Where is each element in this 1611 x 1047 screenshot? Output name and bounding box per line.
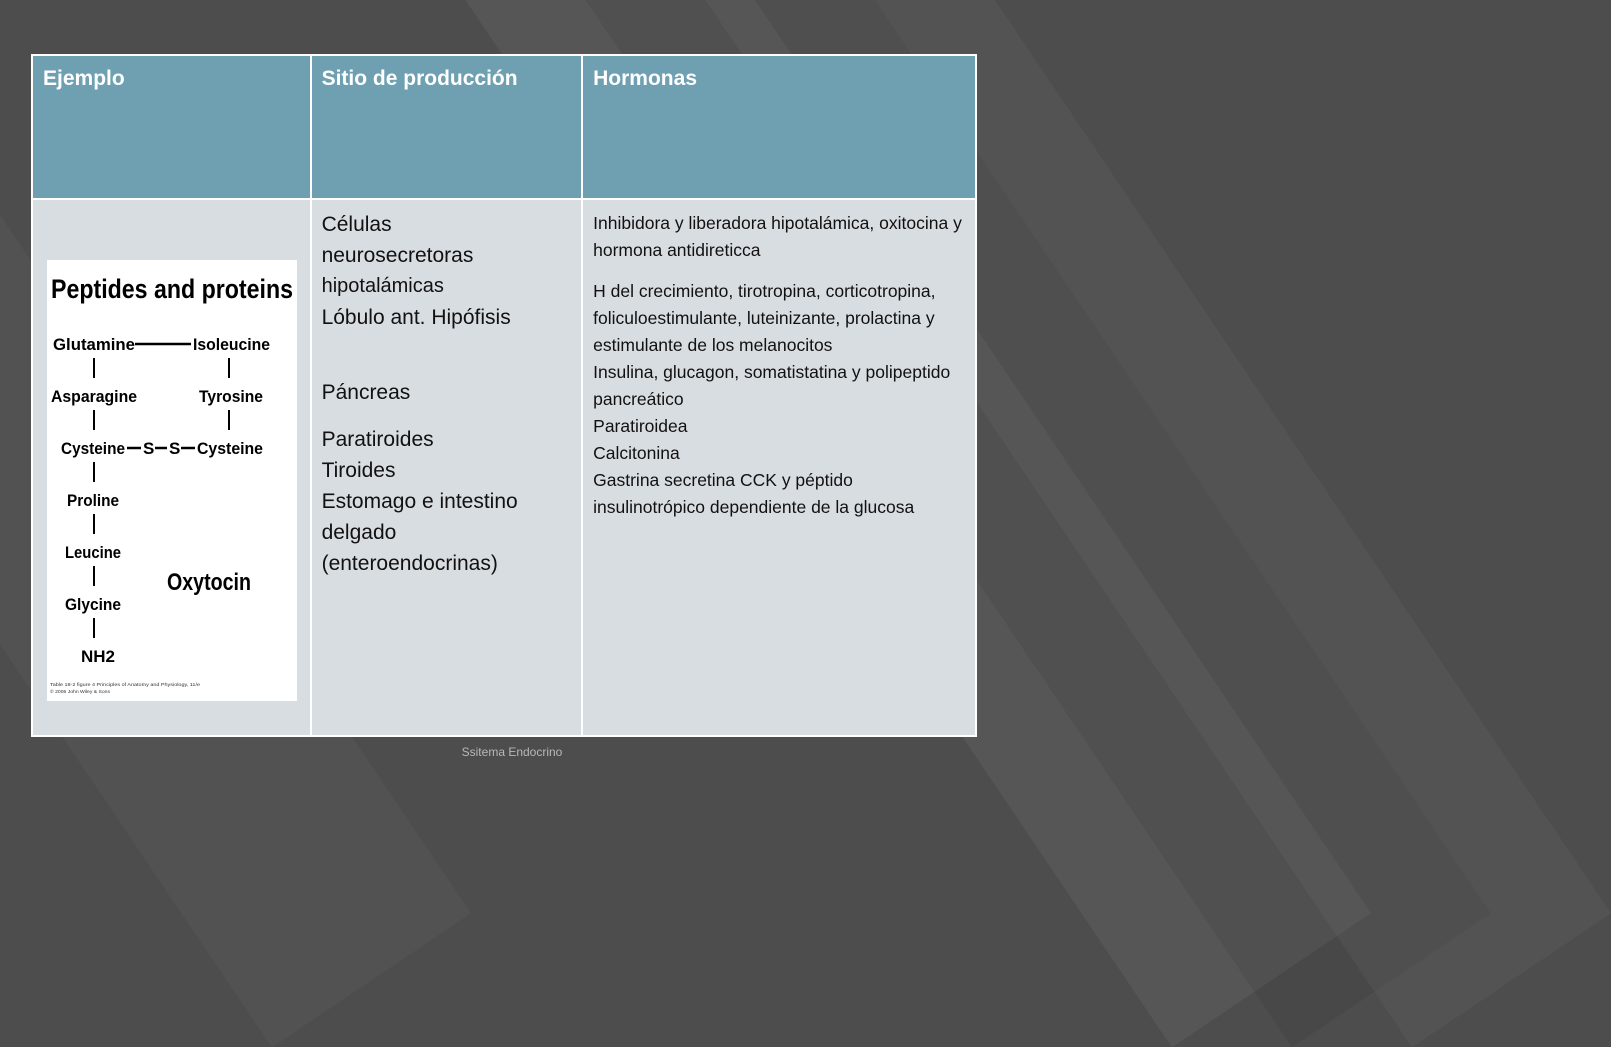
hormone-hipotalamicas: Inhibidora y liberadora hipotalámica, oxitocina y hormona antidireticca (593, 213, 962, 260)
aa-glutamine: Glutamine (53, 335, 135, 354)
hormone-pancreas: Insulina, glucagon, somatistatina y polipeptido pancreático (593, 362, 951, 409)
aa-leucine: Leucine (65, 543, 121, 562)
aa-cysteine-right: Cysteine (197, 439, 263, 458)
site-tiroides: Tiroides (321, 459, 396, 482)
header-ejemplo: Ejemplo (32, 55, 311, 199)
hormone-calcitonina: Calcitonina (593, 443, 680, 463)
aa-tyrosine: Tyrosine (199, 387, 263, 406)
content-row (32, 199, 976, 736)
amino-group: NH2 (81, 647, 116, 666)
site-neurosecretoras: Células neurosecretoras (321, 213, 474, 267)
figure-title: Peptides and proteins (51, 274, 293, 304)
header-sitio: Sitio de producción (311, 55, 583, 199)
hormone-adenohipofisis: H del crecimiento, tirotropina, corticotropina, foliculoestimulante, luteinizante, prolactina y estimulante de los melanocitos (593, 281, 936, 355)
figure-label-oxytocin: Oxytocin (167, 569, 251, 596)
sulfur-1: S (143, 439, 155, 458)
site-estomago-intestino: Estomago e intestino delgado (enteroendocrinas) (321, 490, 518, 575)
aa-isoleucine: Isoleucine (193, 335, 270, 354)
hormones-cell (582, 199, 976, 736)
figure-caption-2: © 2006 John Wiley & Sons (50, 689, 104, 694)
site-pancreas: Páncreas (321, 381, 411, 404)
aa-cysteine-left: Cysteine (61, 439, 125, 458)
site-paratiroides: Paratiroides (321, 428, 434, 451)
oxytocin-figure (47, 260, 297, 701)
site-hipotalamicas: hipotalámicas (321, 275, 444, 297)
figure-caption-1: Table 18-2 figure 4 Principles of Anatomy and Physiology, 11/e (50, 682, 201, 687)
aa-asparagine: Asparagine (51, 387, 137, 406)
header-row (32, 55, 976, 199)
slide-footer: Ssitema Endocrino (461, 745, 563, 759)
endocrine-table (31, 54, 977, 737)
oxytocin-structure (47, 260, 297, 701)
sulfur-2: S (169, 439, 181, 458)
hormone-paratiroidea: Paratiroidea (593, 416, 688, 436)
example-cell (32, 199, 311, 736)
hormone-gastrointestinal: Gastrina secretina CCK y péptido insulinotrópico dependiente de la glucosa (593, 470, 915, 517)
aa-glycine: Glycine (65, 595, 121, 614)
aa-proline: Proline (67, 491, 119, 510)
sites-cell (311, 199, 583, 736)
header-hormonas: Hormonas (582, 55, 976, 199)
site-lobulo-anterior: Lóbulo ant. Hipófisis (321, 306, 511, 329)
